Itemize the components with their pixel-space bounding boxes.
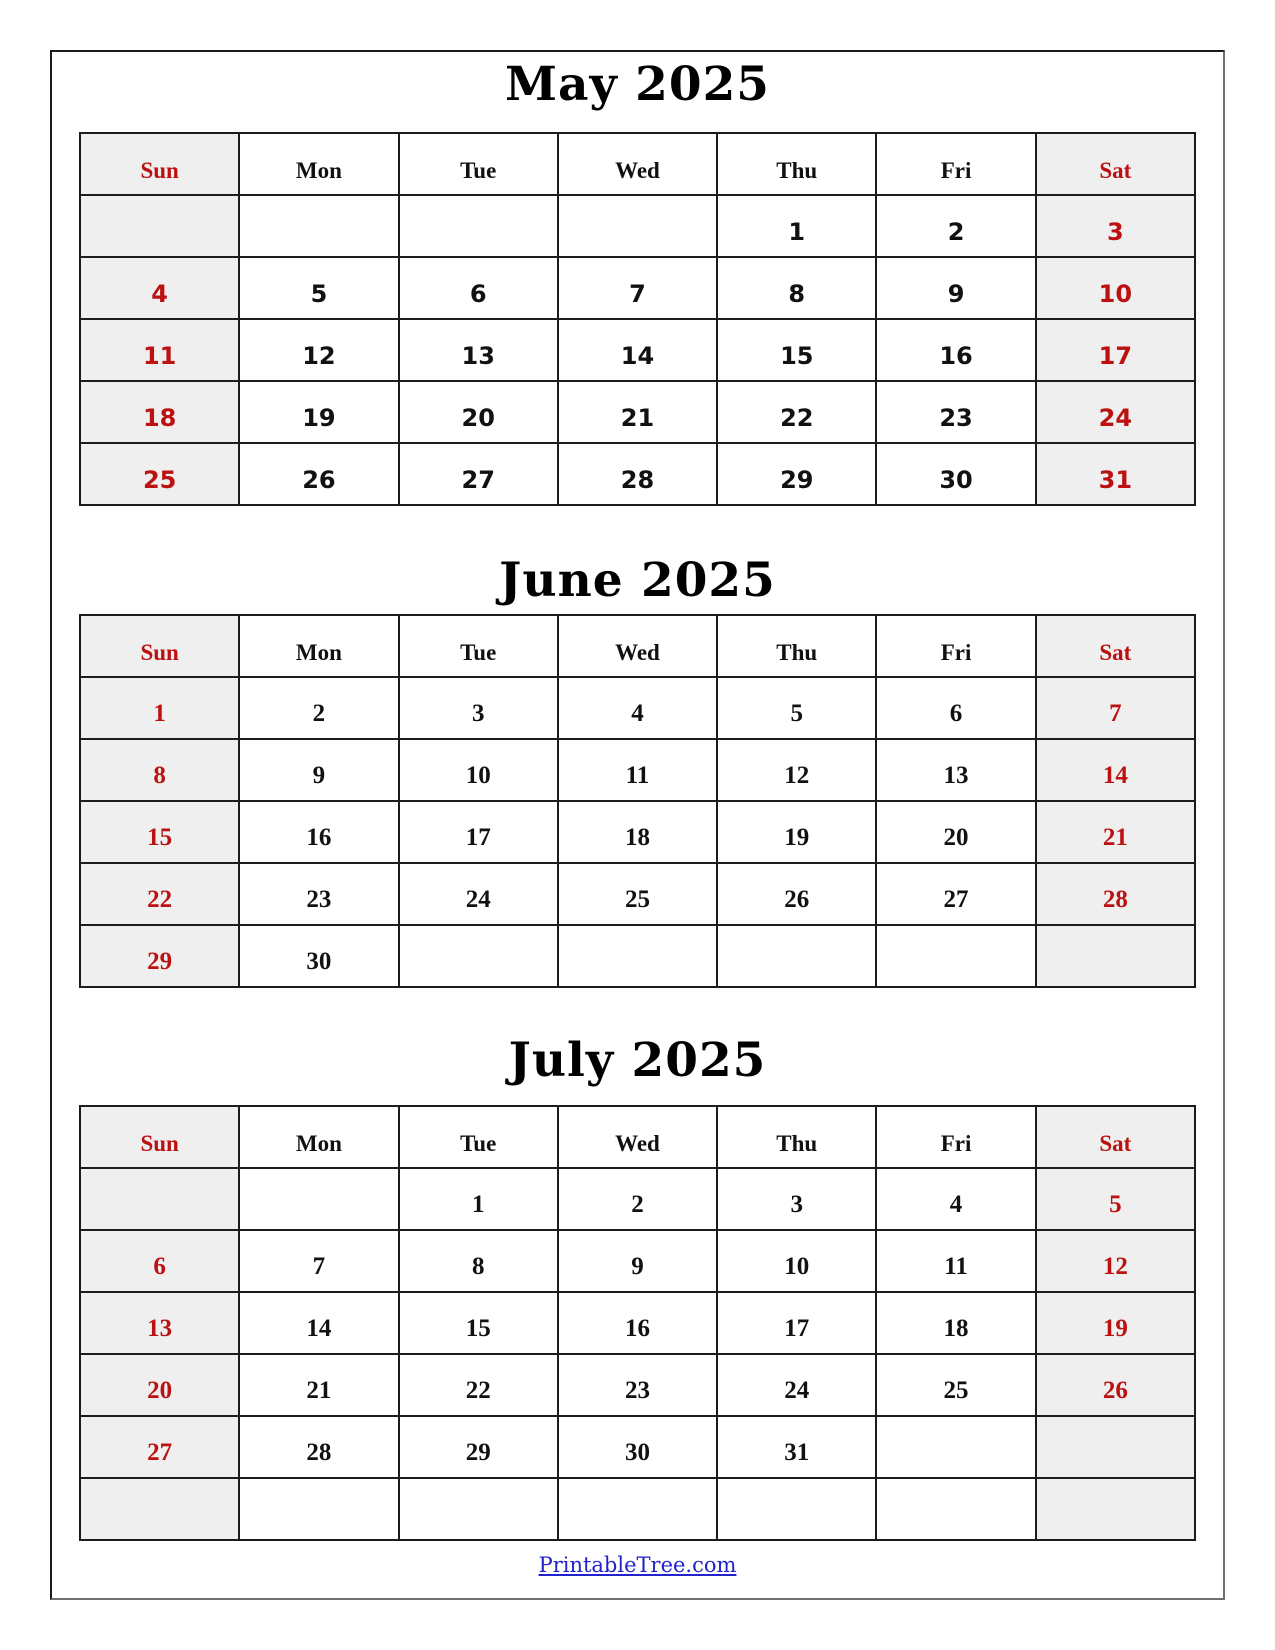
month-title: July 2025 (508, 1033, 767, 1088)
day-header-cell: Fri (876, 133, 1035, 195)
day-cell: 4 (80, 257, 239, 319)
month-section (79, 58, 1196, 506)
day-cell (80, 1478, 239, 1540)
day-cell: 11 (876, 1230, 1035, 1292)
day-header-cell: Sat (1036, 1106, 1195, 1168)
day-cell: 20 (80, 1354, 239, 1416)
day-cell: 27 (399, 443, 558, 505)
day-cell: 28 (239, 1416, 398, 1478)
day-cell: 22 (80, 863, 239, 925)
week-row (80, 1354, 1195, 1416)
day-cell (399, 925, 558, 987)
day-header-cell: Wed (558, 133, 717, 195)
day-cell: 2 (239, 677, 398, 739)
day-cell: 21 (558, 381, 717, 443)
day-cell (399, 1478, 558, 1540)
calendar-table (79, 614, 1196, 988)
day-cell: 2 (558, 1168, 717, 1230)
day-cell (717, 925, 876, 987)
day-cell: 31 (1036, 443, 1195, 505)
day-cell: 16 (876, 319, 1035, 381)
day-cell (1036, 1416, 1195, 1478)
day-header-row (80, 1106, 1195, 1168)
month-title: June 2025 (499, 553, 776, 608)
day-cell: 25 (80, 443, 239, 505)
day-cell: 12 (717, 739, 876, 801)
week-row (80, 925, 1195, 987)
day-cell: 24 (717, 1354, 876, 1416)
day-header-cell: Tue (399, 615, 558, 677)
day-cell: 7 (558, 257, 717, 319)
week-row (80, 739, 1195, 801)
day-cell: 3 (717, 1168, 876, 1230)
day-cell (80, 195, 239, 257)
day-cell: 23 (239, 863, 398, 925)
day-cell: 26 (239, 443, 398, 505)
day-cell: 29 (80, 925, 239, 987)
day-cell (558, 925, 717, 987)
months-container (79, 58, 1196, 1541)
day-cell: 3 (399, 677, 558, 739)
day-header-cell: Wed (558, 615, 717, 677)
day-cell: 28 (1036, 863, 1195, 925)
calendar-table (79, 1105, 1196, 1541)
day-cell: 18 (558, 801, 717, 863)
day-cell: 12 (1036, 1230, 1195, 1292)
day-cell: 13 (80, 1292, 239, 1354)
day-cell (558, 1478, 717, 1540)
day-cell: 17 (1036, 319, 1195, 381)
day-header-cell: Tue (399, 133, 558, 195)
day-cell: 15 (80, 801, 239, 863)
day-cell: 25 (876, 1354, 1035, 1416)
day-cell: 16 (239, 801, 398, 863)
day-cell: 30 (239, 925, 398, 987)
day-cell: 13 (399, 319, 558, 381)
day-cell: 4 (558, 677, 717, 739)
calendar-table (79, 132, 1196, 506)
day-cell (558, 195, 717, 257)
day-header-row (80, 133, 1195, 195)
day-cell (239, 1478, 398, 1540)
day-cell: 7 (239, 1230, 398, 1292)
day-cell: 22 (717, 381, 876, 443)
day-cell: 14 (239, 1292, 398, 1354)
day-cell: 29 (399, 1416, 558, 1478)
day-header-cell: Sun (80, 615, 239, 677)
week-row (80, 319, 1195, 381)
day-header-cell: Sun (80, 1106, 239, 1168)
day-cell: 15 (717, 319, 876, 381)
day-header-cell: Thu (717, 1106, 876, 1168)
day-cell: 27 (876, 863, 1035, 925)
week-row (80, 863, 1195, 925)
day-cell (239, 195, 398, 257)
day-cell: 3 (1036, 195, 1195, 257)
day-cell: 10 (399, 739, 558, 801)
day-cell (80, 1168, 239, 1230)
day-cell: 14 (558, 319, 717, 381)
day-cell: 11 (558, 739, 717, 801)
month-section (79, 554, 1196, 988)
week-row (80, 1292, 1195, 1354)
day-cell: 9 (558, 1230, 717, 1292)
day-cell: 14 (1036, 739, 1195, 801)
day-cell: 6 (80, 1230, 239, 1292)
day-cell (239, 1168, 398, 1230)
day-header-cell: Fri (876, 615, 1035, 677)
day-cell: 19 (239, 381, 398, 443)
day-cell: 1 (80, 677, 239, 739)
day-cell: 1 (399, 1168, 558, 1230)
day-header-row (80, 615, 1195, 677)
day-cell: 23 (876, 381, 1035, 443)
day-cell: 29 (717, 443, 876, 505)
week-row (80, 381, 1195, 443)
day-cell (399, 195, 558, 257)
footer-link[interactable]: PrintableTree.com (538, 1553, 737, 1577)
day-header-cell: Sat (1036, 133, 1195, 195)
day-header-cell: Thu (717, 615, 876, 677)
day-cell: 27 (80, 1416, 239, 1478)
day-cell: 13 (876, 739, 1035, 801)
day-cell: 18 (80, 381, 239, 443)
day-cell: 31 (717, 1416, 876, 1478)
day-cell: 2 (876, 195, 1035, 257)
day-cell: 22 (399, 1354, 558, 1416)
week-row (80, 257, 1195, 319)
day-cell: 12 (239, 319, 398, 381)
day-header-cell: Fri (876, 1106, 1035, 1168)
day-cell: 26 (1036, 1354, 1195, 1416)
day-header-cell: Sat (1036, 615, 1195, 677)
week-row (80, 195, 1195, 257)
day-header-cell: Mon (239, 1106, 398, 1168)
day-cell: 17 (717, 1292, 876, 1354)
day-cell: 10 (717, 1230, 876, 1292)
day-cell: 30 (876, 443, 1035, 505)
week-row (80, 1416, 1195, 1478)
day-cell: 11 (80, 319, 239, 381)
day-cell: 28 (558, 443, 717, 505)
day-cell: 6 (399, 257, 558, 319)
day-cell: 24 (399, 863, 558, 925)
day-header-cell: Mon (239, 615, 398, 677)
day-cell: 18 (876, 1292, 1035, 1354)
month-section (79, 1034, 1196, 1541)
day-cell (1036, 925, 1195, 987)
week-row (80, 677, 1195, 739)
day-cell (876, 1416, 1035, 1478)
footer (79, 1553, 1196, 1577)
day-cell (717, 1478, 876, 1540)
day-cell: 5 (1036, 1168, 1195, 1230)
day-cell: 9 (239, 739, 398, 801)
day-cell: 16 (558, 1292, 717, 1354)
day-cell: 7 (1036, 677, 1195, 739)
day-cell: 8 (80, 739, 239, 801)
day-cell: 8 (717, 257, 876, 319)
day-cell (1036, 1478, 1195, 1540)
day-cell: 19 (717, 801, 876, 863)
day-cell: 5 (717, 677, 876, 739)
day-cell: 8 (399, 1230, 558, 1292)
day-cell: 24 (1036, 381, 1195, 443)
day-header-cell: Mon (239, 133, 398, 195)
day-cell: 21 (1036, 801, 1195, 863)
day-cell: 30 (558, 1416, 717, 1478)
week-row (80, 1168, 1195, 1230)
day-cell: 26 (717, 863, 876, 925)
day-header-cell: Thu (717, 133, 876, 195)
month-title: May 2025 (505, 57, 770, 112)
day-cell: 4 (876, 1168, 1035, 1230)
day-cell (876, 925, 1035, 987)
page-frame (50, 50, 1225, 1600)
day-cell: 20 (876, 801, 1035, 863)
day-cell: 1 (717, 195, 876, 257)
day-cell (876, 1478, 1035, 1540)
day-cell: 19 (1036, 1292, 1195, 1354)
week-row (80, 443, 1195, 505)
day-cell: 21 (239, 1354, 398, 1416)
week-row (80, 1230, 1195, 1292)
day-cell: 15 (399, 1292, 558, 1354)
day-cell: 10 (1036, 257, 1195, 319)
day-cell: 23 (558, 1354, 717, 1416)
day-header-cell: Tue (399, 1106, 558, 1168)
week-row (80, 1478, 1195, 1540)
day-cell: 17 (399, 801, 558, 863)
day-header-cell: Wed (558, 1106, 717, 1168)
day-cell: 20 (399, 381, 558, 443)
day-cell: 9 (876, 257, 1035, 319)
day-header-cell: Sun (80, 133, 239, 195)
day-cell: 5 (239, 257, 398, 319)
week-row (80, 801, 1195, 863)
day-cell: 25 (558, 863, 717, 925)
day-cell: 6 (876, 677, 1035, 739)
